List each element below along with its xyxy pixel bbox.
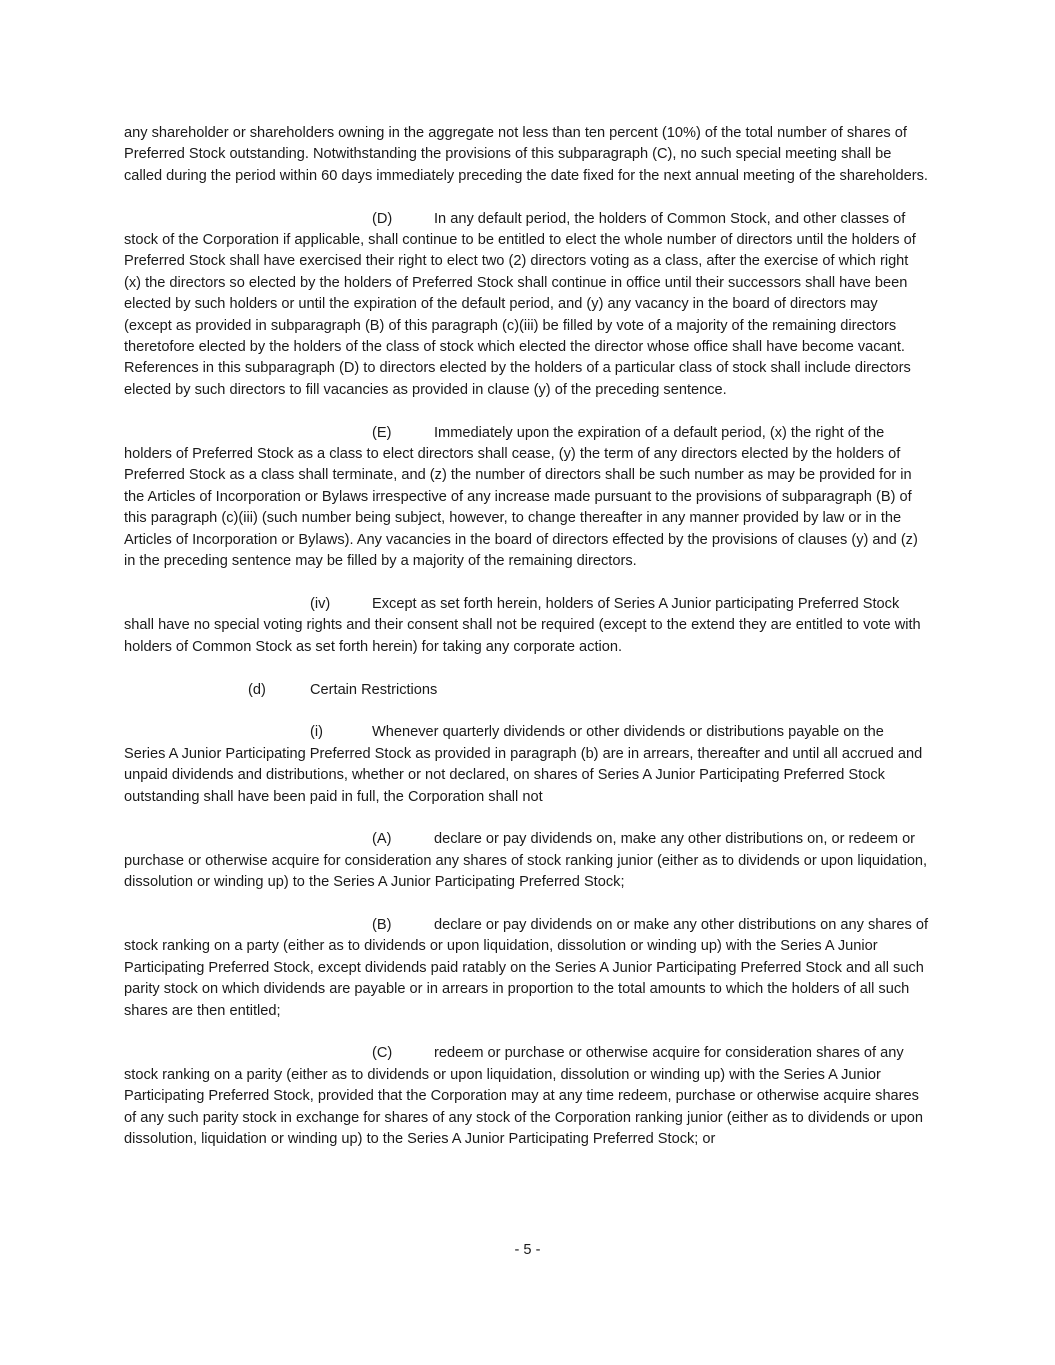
paragraph-B — [124, 915, 929, 1022]
paragraph-marker: (A) — [372, 831, 392, 848]
paragraph-D — [124, 209, 929, 402]
paragraph-text: declare or pay dividends on, make any other distributions on, or redeem or purchase or otherwise acquire for consideration any shares of stock ranking junior (either as to dividends or upon liquidation, dissolution or winding up) to the Series A Junior Participating Preferred Stock; — [124, 831, 928, 891]
paragraph-text: Immediately upon the expiration of a default period, (x) the right of the holders of Preferred Stock as a class to elect directors shall cease, (y) the term of any directors elected by the holders of Preferred Stock as a class shall terminate, and (z) the number of directors shall be such number as may be provided for in the Articles of Incorporation or Bylaws irrespective of any increase made pursuant to the provisions of subparagraph (B) of this paragraph (c)(iii) (such number being subject, however, to change thereafter in any manner provided by law or in the Articles of Incorporation or Bylaws). Any vacancies in the board of directors effected by the provisions of clauses (y) and (z) in the preceding sentence may be filled by a majority of the remaining directors. — [124, 424, 918, 570]
paragraph-text: Except as set forth herein, holders of Series A Junior participating Preferred Stock shall have no special voting rights and their consent shall not be required (except to the extend they are entitled to vote with holders of Common Stock as set forth herein) for taking any corporate action. — [124, 595, 921, 655]
section-heading-d — [124, 680, 929, 701]
page-number: - 5 - — [514, 1242, 541, 1258]
paragraph-marker: (D) — [372, 210, 393, 227]
paragraph-marker: (E) — [372, 424, 392, 441]
paragraph-i — [124, 722, 929, 808]
paragraph-iv — [124, 594, 929, 658]
paragraph-E — [124, 423, 929, 573]
paragraph-C — [124, 1043, 929, 1150]
paragraph-text: declare or pay dividends on or make any other distributions on any shares of stock ranking on a party (either as to dividends or upon liquidation, dissolution or winding up) with the Series A Junior Participating Preferred Stock, except dividends paid ratably on the Series A Junior Participating Preferred Stock and all such parity stock on which dividends are payable or in arrears in proportion to the total amounts to which the holders of all such shares are then entitled; — [124, 916, 929, 1019]
paragraph-marker: (B) — [372, 916, 392, 933]
paragraph-text: Whenever quarterly dividends or other dividends or distributions payable on the Series A Junior Participating Preferred Stock as provided in paragraph (b) are in arrears, thereafter and until all accrued and unpaid dividends and distributions, whether or not declared, on shares of Series A Junior Participating Preferred Stock outstanding shall have been paid in full, the Corporation shall not — [124, 724, 923, 805]
paragraph-continuation — [124, 123, 929, 187]
paragraph-text: In any default period, the holders of Common Stock, and other classes of stock of the Corporation if applicable, shall continue to be entitled to elect the whole number of directors until the holders of Preferred Stock shall have exercised their right to elect two (2) directors voting as a class, after the exercise of which right (x) the directors so elected by the holders of Preferred Stock shall continue in office until their successors shall have been elected by such holders or until the expiration of the default period, and (y) any vacancy in the board of directors may (except as provided in subparagraph (B) of this paragraph (c)(iii) be filled by vote of a majority of the remaining directors theretofore elected by the holders of the class of stock which elected the director whose office shall have become vacant. References in this subparagraph (D) to directors elected by the holders of a particular class of stock shall include directors elected by such directors to fill vacancies as provided in clause (y) of the preceding sentence. — [124, 210, 916, 398]
paragraph-text: redeem or purchase or otherwise acquire for consideration shares of any stock ranking on a parity (either as to dividends or upon liquidation, dissolution or winding up) with the Series A Junior Participating Preferred Stock, provided that the Corporation may at any time redeem, purchase or otherwise acquire shares of any such parity stock in exchange for shares of any stock of the Corporation ranking junior (either as to dividends or upon dissolution, liquidation or winding up) to the Series A Junior Participating Preferred Stock; or — [124, 1045, 924, 1147]
paragraph-marker: (C) — [372, 1045, 393, 1062]
paragraph-marker: (i) — [310, 724, 323, 741]
section-marker: (d) — [248, 681, 266, 698]
paragraph-marker: (iv) — [310, 595, 331, 612]
section-title: Certain Restrictions — [310, 681, 438, 698]
paragraph-text: any shareholder or shareholders owning in the aggregate not less than ten percent (10%) of the total number of shares of Preferred Stock outstanding. Notwithstanding the provisions of this subparagraph (C), no such special meeting shall be called during the period within 60 days immediately preceding the date fixed for the next annual meeting of the shareholders. — [124, 125, 928, 184]
page-body — [124, 123, 929, 1172]
paragraph-A — [124, 829, 929, 893]
